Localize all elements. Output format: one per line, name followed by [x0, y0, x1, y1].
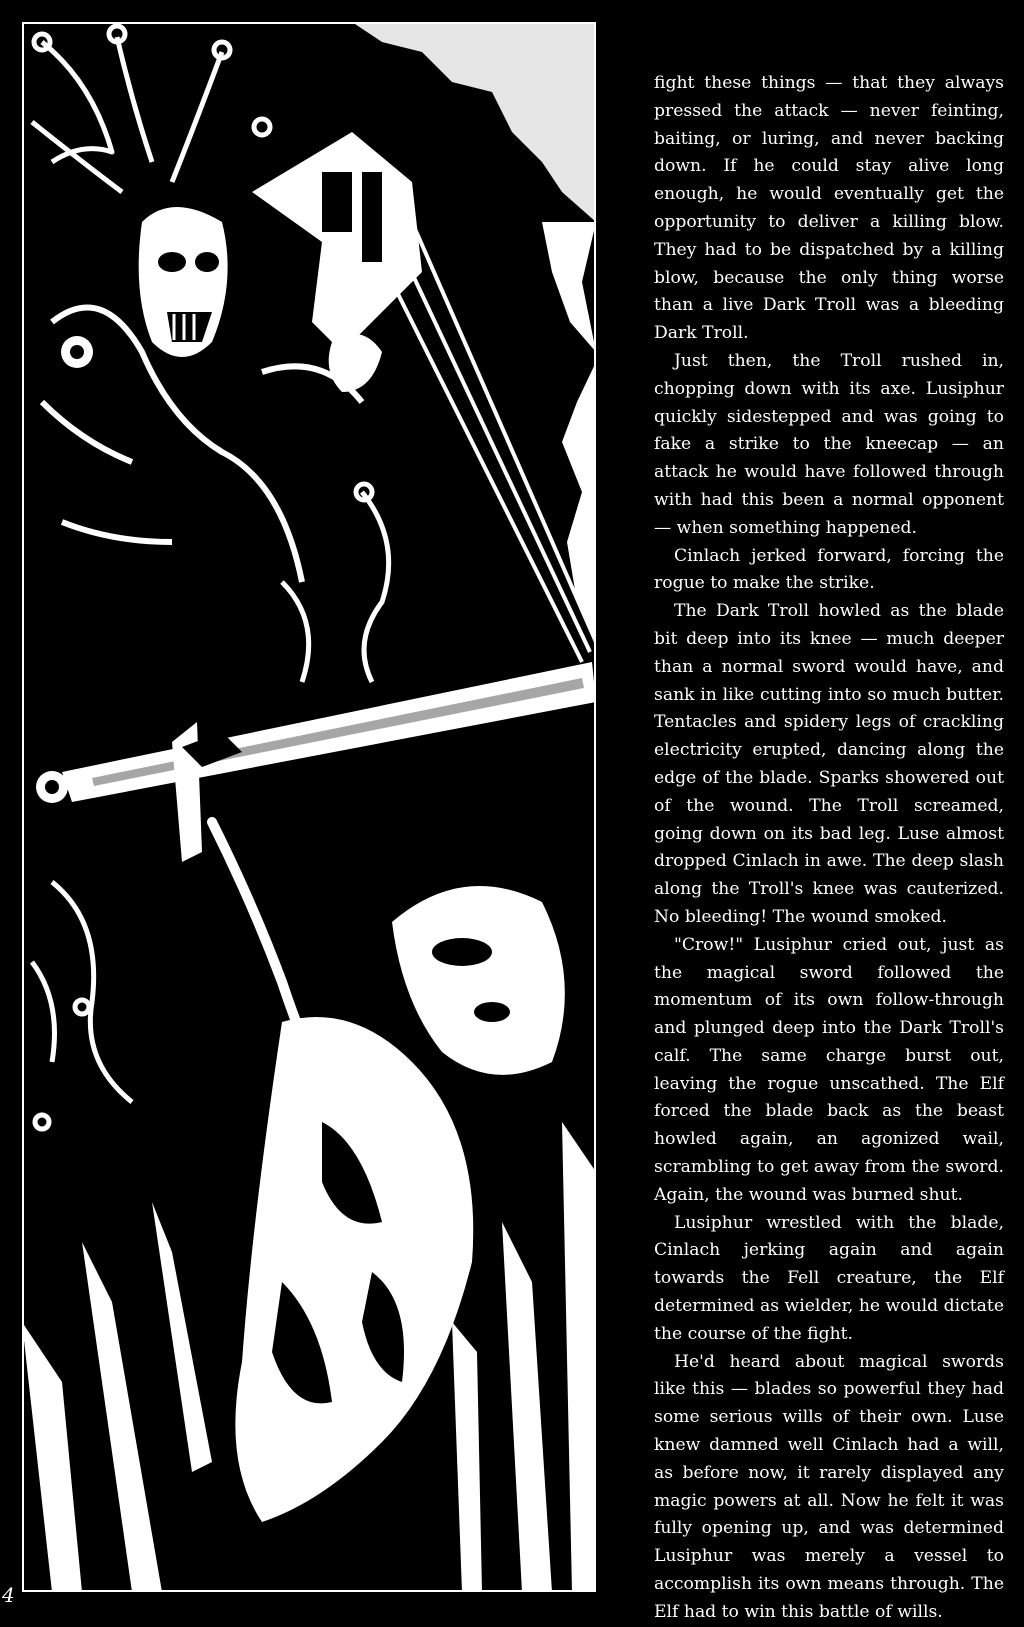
story-paragraph: Just then, the Troll rushed in, chopping down with its axe. Lusiphur quickly sidestepped and was going to fake a strike to the kneecap — an attack he would have followed through with had this been a normal opponent — when something happened.: [654, 350, 1004, 538]
page-number: 4: [2, 1583, 15, 1607]
story-paragraph: fight these things — that they always pressed the attack — never feinting, baiting, or luring, and never backing down. If he could stay alive long enough, he would eventually get the opportunity to deliver a killing blow. They had to be dispatched by a killing blow, because the only thing worse than a live Dark Troll was a bleeding Dark Troll.: [654, 73, 1004, 344]
story-paragraph: Lusiphur wrestled with the blade, Cinlach jerking again and again towards the Fell creature, the Elf determined as wielder, he would dictate the course of the fight.: [654, 1212, 1004, 1344]
illustration-panel: [22, 22, 596, 1592]
story-paragraph: The Dark Troll howled as the blade bit deep into its knee — much deeper than a normal sword would have, and sank in like cutting into so much butter. Tentacles and spidery legs of crackling electricity erupted, dancing along the edge of the blade. Sparks showered out of the wound. The Troll screamed, going down on its bad leg. Luse almost dropped Cinlach in awe. The deep slash along the Troll's knee was cauterized. No bleeding! The wound smoked.: [654, 601, 1004, 927]
story-paragraph: Cinlach jerked forward, forcing the rogue to make the strike.: [654, 545, 1004, 594]
story-paragraph: He'd heard about magical swords like this — blades so powerful they had some serious wills of their own. Luse knew damned well Cinlach had a will, as before now, it rarely displayed any magic powers at all. Now he felt it was fully opening up, and was determined Lusiphur was merely a vessel to accomplish its own means through. The Elf had to win this battle of wills.: [654, 1351, 1004, 1622]
story-paragraph: "Crow!" Lusiphur cried out, just as the magical sword followed the momentum of its own follow-through and plunged deep into the Dark Troll's calf. The same charge burst out, leaving the rogue unscathed. The Elf forced the blade back as the beast howled again, an agonized wail, scrambling to get away from the sword. Again, the wound was burned shut.: [654, 934, 1004, 1205]
illustration-artwork: [22, 22, 596, 1592]
story-text-column: [654, 70, 1004, 1627]
